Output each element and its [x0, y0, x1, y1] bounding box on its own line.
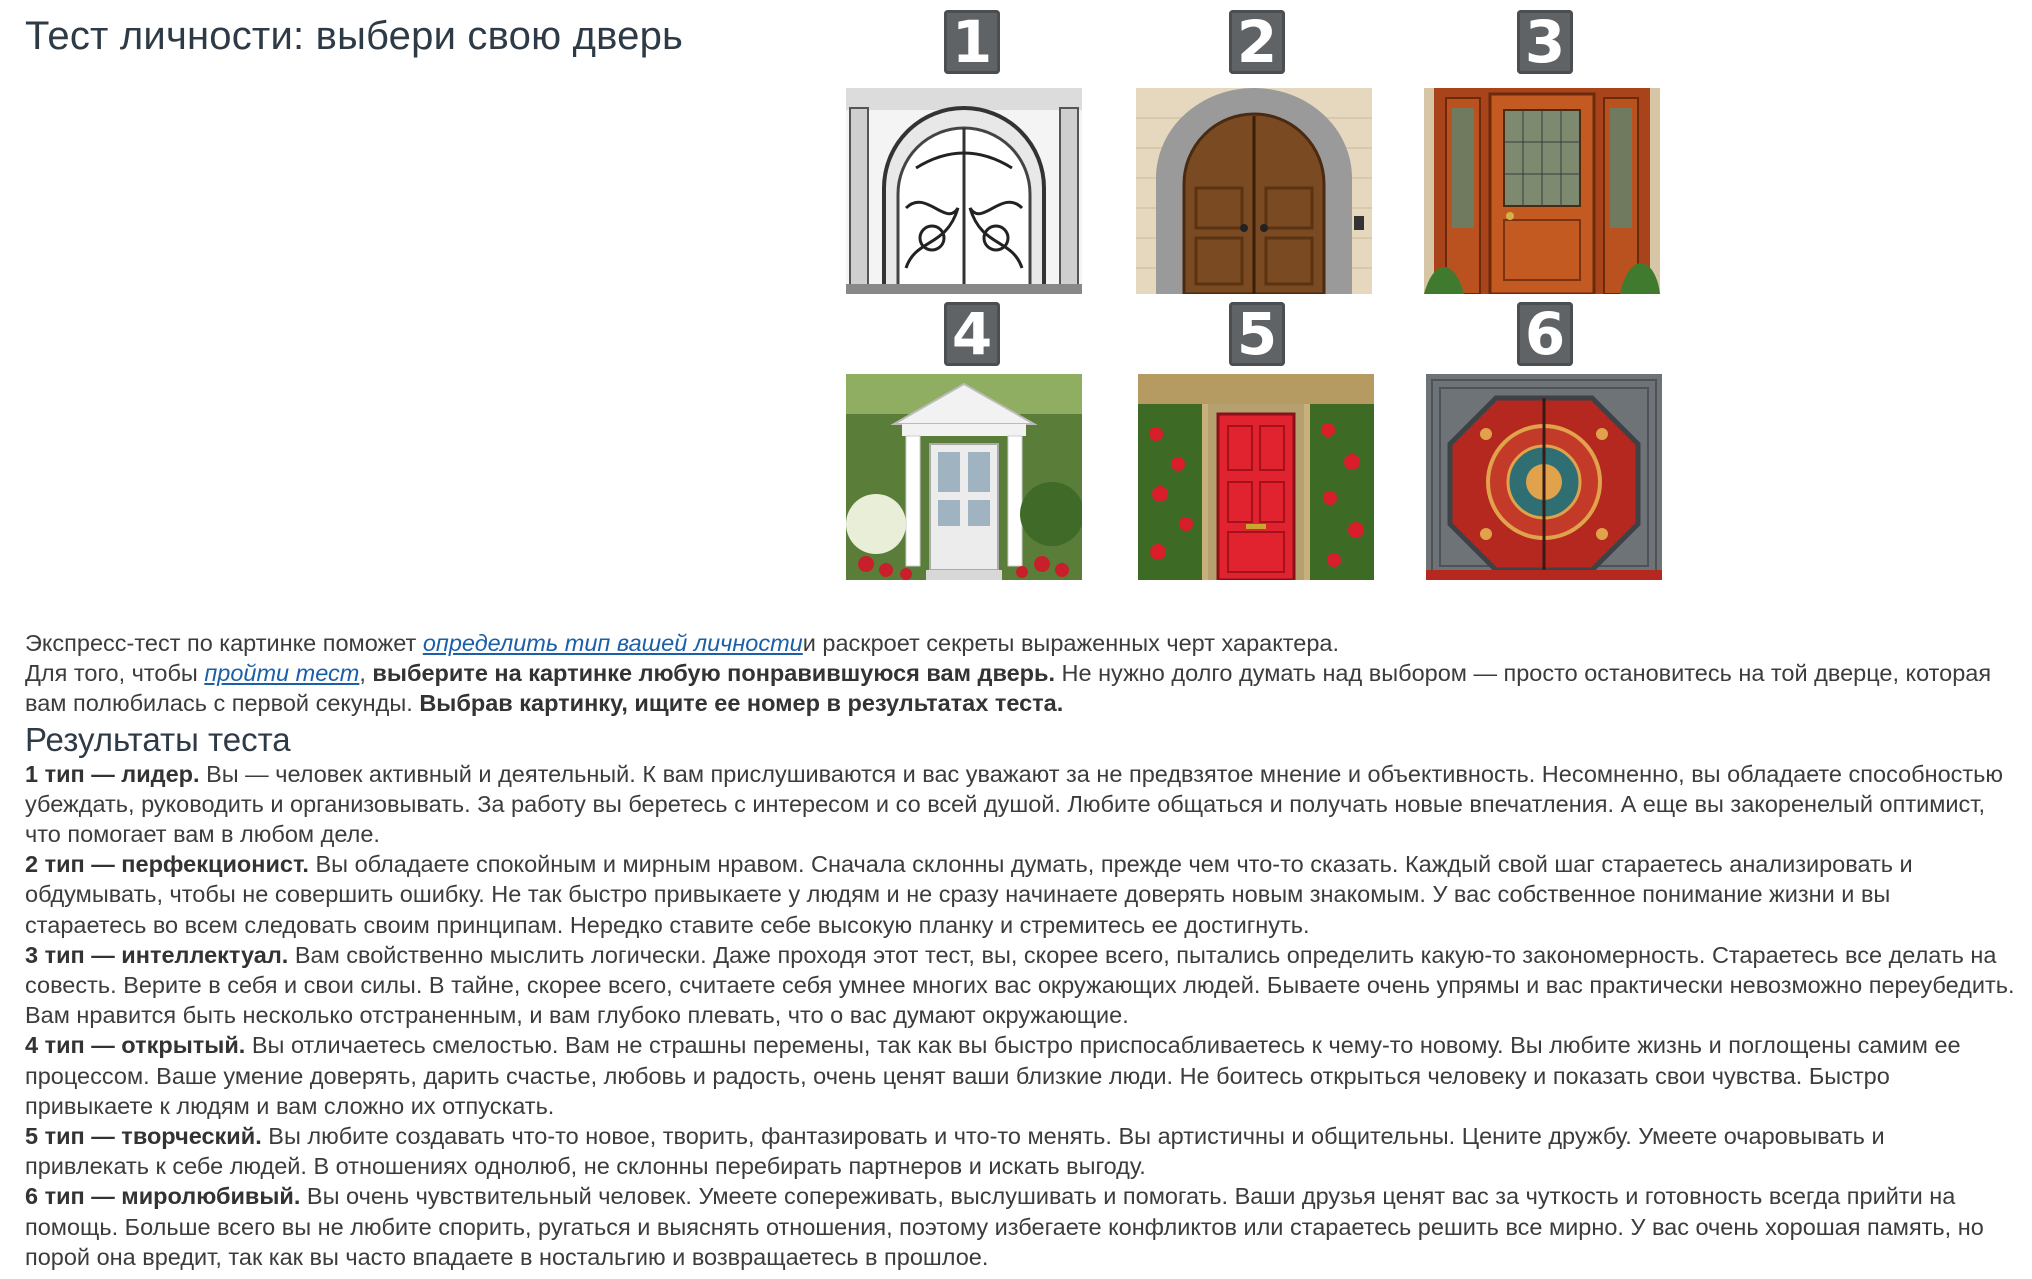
intro-text: Для того, чтобы [25, 660, 205, 687]
result-item [25, 1181, 2015, 1272]
result-label: 6 тип — миролюбивый. [25, 1183, 301, 1210]
white-porch-door-icon[interactable] [846, 374, 1082, 580]
personality-type-link[interactable]: определить тип вашей личности [422, 630, 803, 656]
results-title: Результаты теста [25, 720, 291, 758]
result-item [25, 849, 2015, 940]
intro-text: , [359, 660, 373, 687]
door-number-badge: 5 [1229, 302, 1285, 366]
intro-text: Не нужно долго думать над выбором — просто остановитесь на той дверце, которая вам полюбилась с первой секунды. [25, 660, 1992, 717]
red-door-roses-icon[interactable] [1138, 374, 1374, 580]
red-wood-glass-door-icon[interactable] [1424, 88, 1660, 294]
result-text: Вы — человек активный и деятельный. К вам прислушиваются и вас уважают за не предвзятое мнение и объективность. Несомненно, вы обладаете способностью убеждать, руководить и организовывать. За работу вы беретесь с интересом и со всей душой. Любите общаться и получать новые впечатления. А еще вы закоренелый оптимист, что помогает вам в любом деле. [25, 760, 2004, 848]
door-number-badge: 2 [1229, 10, 1285, 74]
door-number-badge: 4 [944, 302, 1000, 366]
intro-bold-text: Выбрав картинку, ищите ее номер в результатах теста. [419, 690, 1064, 717]
take-test-link[interactable]: пройти тест [204, 660, 360, 687]
intro-paragraph-1 [25, 628, 2015, 658]
article-body [25, 628, 2015, 1272]
result-item [25, 1121, 2015, 1181]
door-number-badge: 6 [1517, 302, 1573, 366]
result-text: Вы обладаете спокойным и мирным нравом. Сначала склонны думать, прежде чем что-то сказать. Каждый свой шаг стараетесь анализировать и обдумывать, чтобы не совершить ошибку. Не так быстро привыкаете у людям и не сразу начинаете доверять новым знакомым. У вас собственное понимание жизни и вы стараетесь во всем следовать своим принципам. Нередко ставите себе высокую планку и стремитесь ее достигнуть. [25, 851, 1913, 938]
result-item [25, 1030, 2015, 1121]
decorative-oriental-door-icon[interactable] [1426, 374, 1662, 580]
result-label: 3 тип — интеллектуал. [25, 941, 289, 968]
result-label: 2 тип — перфекционист. [25, 851, 309, 878]
door-number-badge: 3 [1517, 10, 1573, 74]
result-item [25, 759, 2015, 850]
result-text: Вам свойственно мыслить логически. Даже проходя этот тест, вы, скорее всего, пытались определить какую-то закономерность. Стараетесь все делать на совесть. Верите в себя и свои силы. В тайне, скорее всего, считаете себя умнее многих вас окружающих людей. Бываете очень упрямы и вас практически невозможно переубедить. Вам нравится быть несколько отстраненным, и вам глубоко плевать, что о вас думают окружающие. [25, 941, 2015, 1029]
intro-text: Экспресс-тест по картинке поможет [25, 630, 423, 656]
doors-image [0, 0, 2032, 600]
intro-text: и раскроет секреты выраженных черт характера. [802, 630, 1340, 656]
result-text: Вы отличаетесь смелостью. Вам не страшны перемены, так как вы быстро приспосабливаетесь к чему-то новому. Вы любите жизнь и поглощены самим ее процессом. Ваше умение доверять, дарить счастье, любовь и радость, очень ценят ваши близкие люди. Не боитесь открыться человеку и показать свои чувства. Быстро привыкаете к людям и вам сложно их отпускать. [25, 1032, 1961, 1119]
result-text: Вы очень чувствительный человек. Умеете сопереживать, выслушивать и помогать. Ваши друзья ценят вас за чуткость и готовность всегда прийти на помощь. Больше всего вы не любите спорить, ругаться и выяснять отношения, поэтому избегаете конфликтов или стараетесь решить все мирно. У вас очень хорошая память, но порой она вредит, так как вы часто впадаете в ностальгию и возвращаетесь в прошлое. [25, 1183, 1984, 1270]
result-item [25, 940, 2015, 1031]
result-label: 1 тип — лидер. [25, 760, 200, 787]
intro-bold-text: выберите на картинке любую понравившуюся вам дверь. [372, 660, 1055, 687]
result-text: Вы любите создавать что-то новое, творить, фантазировать и что-то менять. Вы артистичны и общительны. Цените дружбу. Умеете очаровывать и привлекать к себе людей. В отношениях однолюб, не склонны перебирать партнеров и искать выгоду. [25, 1123, 1885, 1180]
intro-paragraph-2 [25, 658, 2015, 718]
door-number-badge: 1 [944, 10, 1000, 74]
arched-wooden-door-icon[interactable] [1136, 88, 1372, 294]
ornate-arched-white-door-icon[interactable] [846, 88, 1082, 294]
result-label: 5 тип — творческий. [25, 1123, 262, 1150]
result-label: 4 тип — открытый. [25, 1032, 246, 1059]
page-title: Тест личности: выбери свою дверь [25, 14, 684, 58]
